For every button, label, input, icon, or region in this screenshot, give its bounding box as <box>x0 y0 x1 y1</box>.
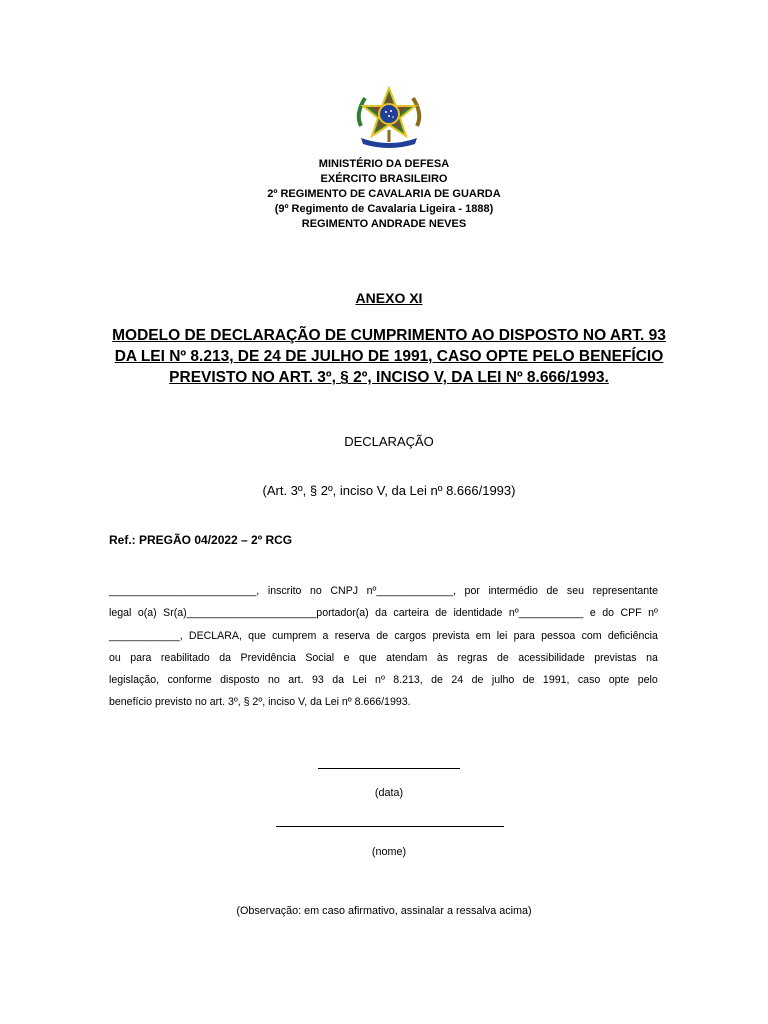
body-word: e <box>589 607 596 620</box>
body-line <box>109 691 658 713</box>
body-word: nº___________ <box>508 607 584 620</box>
body-word: pelo <box>637 674 658 687</box>
body-word: prevista <box>432 629 470 642</box>
body-word: de <box>431 674 443 687</box>
body-word: na <box>646 651 658 664</box>
body-word: benefício previsto no art. 3º, § 2º, inciso V, da Lei nº 8.666/1993. <box>109 696 411 709</box>
body-word: que <box>248 629 266 642</box>
body-word: reabilitado <box>160 651 210 664</box>
body-word: identidade <box>453 607 503 620</box>
body-word: ou <box>109 651 121 664</box>
body-word: de <box>471 674 484 687</box>
body-word: CPF <box>620 607 642 620</box>
regiment-name-line: REGIMENTO ANDRADE NEVES <box>301 218 467 230</box>
body-word: DECLARA, <box>188 629 242 642</box>
body-word: Social <box>305 651 335 664</box>
body-line <box>109 625 658 647</box>
body-word: pessoa <box>541 629 576 642</box>
body-word: da <box>332 674 345 687</box>
procurement-reference: Ref.: PREGÃO 04/2022 – 2º RCG <box>109 533 293 547</box>
body-word: _________________________, <box>109 585 260 597</box>
body-word: no <box>310 585 322 597</box>
observation-note: (Observação: em caso afirmativo, assinalar a ressalva acima) <box>236 905 532 917</box>
title-line: DA LEI Nº 8.213, DE 24 DE JULHO DE 1991, CASO OPTE PELO BENEFÍCIO <box>114 348 664 365</box>
army-line: EXÉRCITO BRASILEIRO <box>320 173 448 185</box>
body-word: 8.213, <box>393 674 423 687</box>
body-word: 93 <box>312 674 324 687</box>
body-word: para <box>130 651 152 664</box>
body-word: cumprem <box>272 629 317 642</box>
body-word: o(a) <box>137 607 157 620</box>
body-word: a <box>322 629 329 642</box>
body-word: conforme <box>167 674 212 687</box>
body-word: de <box>496 651 509 664</box>
body-word: ____________, <box>109 629 183 642</box>
body-word: Sr(a)______________________portador(a) <box>163 607 369 620</box>
body-word: cargos <box>394 629 427 642</box>
body-word: disposto <box>220 674 260 687</box>
body-word: regras <box>457 651 488 664</box>
body-word: Lei <box>352 674 367 687</box>
body-word: e <box>343 651 350 664</box>
body-word: carteira <box>393 607 429 620</box>
legal-reference: (Art. 3º, § 2º, inciso V, da Lei nº 8.666/1993) <box>262 483 516 498</box>
body-word: de <box>522 674 535 687</box>
body-word: seu <box>566 585 584 597</box>
body-word: da <box>375 607 387 620</box>
body-word: nº <box>375 674 385 687</box>
declaration-body <box>109 580 658 714</box>
institution-header <box>0 157 768 232</box>
body-word: da <box>219 651 232 664</box>
brazil-coat-of-arms-icon <box>351 86 427 148</box>
body-word: atendam <box>386 651 428 664</box>
body-word: para <box>513 629 535 642</box>
body-word: Previdência <box>240 651 296 664</box>
regiment-history-line: (9º Regimento de Cavalaria Ligeira - 1888) <box>274 203 494 215</box>
body-word: intermédio <box>488 585 538 597</box>
body-word: lei <box>496 629 508 642</box>
body-word: opte <box>608 674 630 687</box>
body-line <box>109 580 658 602</box>
body-word: de <box>376 629 389 642</box>
body-word: CNPJ <box>330 585 359 597</box>
body-word: do <box>602 607 614 620</box>
title-line: PREVISTO NO ART. 3º, § 2º, INCISO V, DA LEI Nº 8.666/1993. <box>169 369 609 386</box>
body-line <box>109 669 658 691</box>
body-word: reserva <box>334 629 371 642</box>
body-line <box>109 602 658 624</box>
body-word: inscrito <box>267 585 302 597</box>
body-word: 24 <box>451 674 464 687</box>
body-word: previstas <box>594 651 637 664</box>
body-word: acessibilidade <box>518 651 585 664</box>
declaration-heading: DECLARAÇÃO <box>344 434 434 449</box>
name-caption: (nome) <box>371 846 407 858</box>
body-word: deficiência <box>607 629 658 642</box>
body-word: caso <box>577 674 601 687</box>
title-line: MODELO DE DECLARAÇÃO DE CUMPRIMENTO AO DISPOSTO NO ART. 93 <box>112 327 666 344</box>
name-signature-line <box>276 826 504 827</box>
body-word: que <box>358 651 377 664</box>
body-word: 1991, <box>542 674 570 687</box>
body-word: legislação, <box>109 674 160 687</box>
body-word: às <box>436 651 449 664</box>
body-word: no <box>268 674 280 687</box>
body-word: art. <box>288 674 304 687</box>
body-word: por <box>464 585 480 597</box>
body-word: em <box>475 629 491 642</box>
body-word: representante <box>592 585 658 597</box>
date-signature-line <box>318 768 460 769</box>
body-word: de <box>546 585 559 597</box>
document-title <box>100 325 678 388</box>
annex-heading: ANEXO XI <box>355 290 423 306</box>
date-caption: (data) <box>374 787 404 799</box>
body-word: julho <box>491 674 515 687</box>
body-word: nº_____________, <box>366 585 456 597</box>
body-word: de <box>435 607 447 620</box>
body-word: legal <box>109 607 132 620</box>
ministry-line: MINISTÉRIO DA DEFESA <box>318 158 450 170</box>
regiment-line: 2º REGIMENTO DE CAVALARIA DE GUARDA <box>267 188 501 200</box>
body-word: nº <box>648 607 658 620</box>
body-word: com <box>581 629 602 642</box>
body-line <box>109 647 658 669</box>
